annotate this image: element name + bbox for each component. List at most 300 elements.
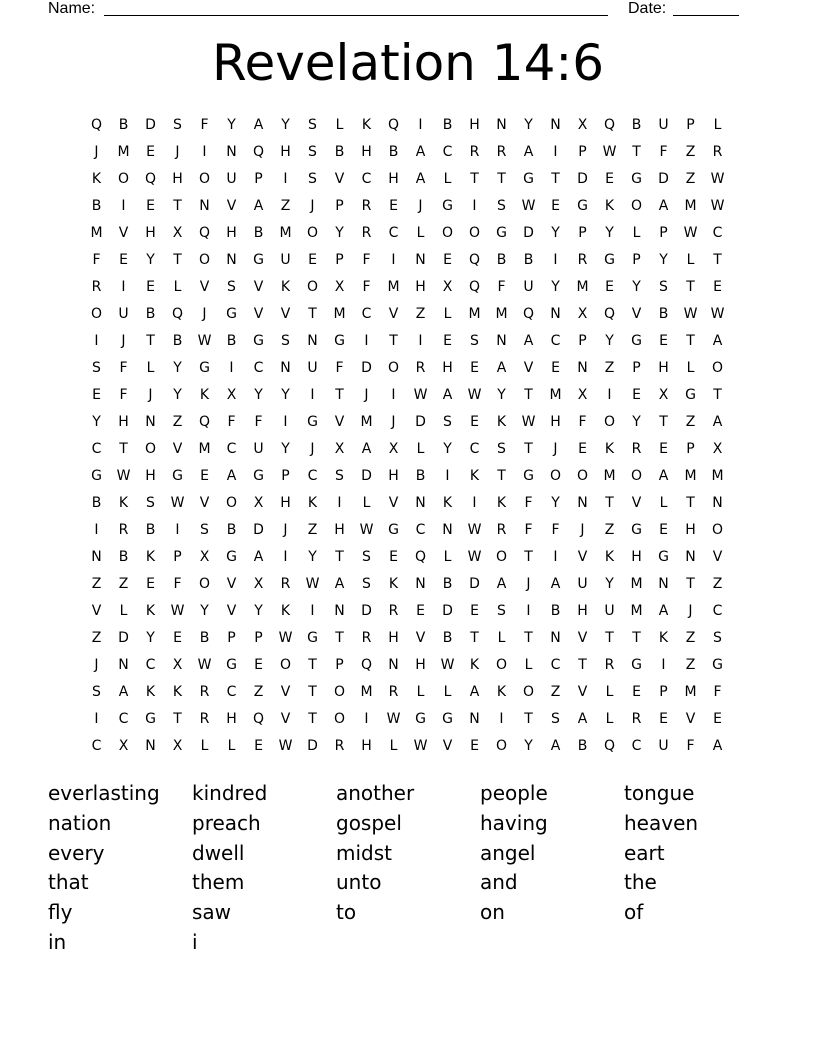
- grid-letter: K: [496, 684, 507, 700]
- grid-letter: H: [388, 171, 399, 187]
- grid-letter: K: [469, 657, 480, 673]
- grid-letter: N: [658, 576, 669, 592]
- grid-letter: M: [576, 279, 589, 295]
- grid-letter: T: [578, 657, 587, 673]
- grid-letter: G: [415, 711, 426, 727]
- grid-letter: R: [469, 144, 480, 160]
- grid-letter: L: [605, 684, 614, 700]
- grid-letter: D: [577, 171, 588, 187]
- grid-letter: G: [91, 468, 102, 484]
- grid-letter: W: [467, 387, 482, 403]
- grid-letter: Y: [632, 279, 641, 295]
- grid-letter: I: [364, 711, 369, 727]
- grid-letter: M: [630, 603, 643, 619]
- grid-letter: F: [254, 414, 263, 430]
- grid-letter: S: [335, 468, 344, 484]
- grid-letter: T: [119, 441, 128, 457]
- word-list-item: unto: [336, 870, 382, 895]
- grid-letter: H: [334, 522, 345, 538]
- grid-letter: A: [253, 198, 264, 214]
- grid-letter: Q: [360, 657, 373, 673]
- grid-letter: C: [91, 738, 102, 754]
- grid-letter: S: [497, 441, 506, 457]
- grid-letter: X: [577, 387, 588, 403]
- grid-letter: U: [577, 576, 588, 592]
- grid-letter: E: [308, 252, 317, 268]
- grid-letter: C: [388, 225, 399, 241]
- grid-letter: X: [253, 576, 264, 592]
- grid-letter: E: [632, 684, 641, 700]
- grid-letter: E: [389, 198, 398, 214]
- grid-letter: I: [283, 171, 288, 187]
- grid-letter: B: [91, 198, 102, 214]
- grid-letter: I: [94, 522, 99, 538]
- grid-letter: G: [334, 333, 345, 349]
- grid-letter: X: [577, 306, 588, 322]
- grid-letter: U: [307, 360, 318, 376]
- grid-letter: G: [442, 198, 453, 214]
- grid-letter: S: [443, 414, 452, 430]
- grid-letter: L: [659, 495, 668, 511]
- grid-letter: Z: [91, 630, 102, 646]
- word-list-item: the: [624, 870, 657, 895]
- grid-letter: N: [496, 333, 507, 349]
- grid-letter: O: [441, 225, 454, 241]
- grid-letter: V: [577, 684, 588, 700]
- grid-letter: C: [361, 171, 372, 187]
- grid-letter: N: [469, 711, 480, 727]
- grid-letter: A: [469, 684, 480, 700]
- grid-letter: O: [522, 684, 535, 700]
- grid-letter: X: [118, 738, 129, 754]
- grid-letter: R: [496, 144, 507, 160]
- grid-letter: H: [172, 171, 183, 187]
- grid-letter: N: [415, 252, 426, 268]
- grid-letter: A: [658, 603, 669, 619]
- grid-letter: I: [418, 117, 423, 133]
- grid-letter: I: [202, 144, 207, 160]
- grid-letter: E: [578, 441, 587, 457]
- grid-letter: W: [359, 522, 374, 538]
- grid-letter: X: [172, 225, 183, 241]
- grid-letter: N: [550, 630, 561, 646]
- name-label: Name:: [48, 0, 96, 17]
- grid-letter: O: [333, 711, 346, 727]
- grid-letter: X: [199, 549, 210, 565]
- grid-letter: Y: [524, 738, 533, 754]
- grid-letter: A: [415, 171, 426, 187]
- grid-letter: T: [308, 306, 317, 322]
- grid-letter: Z: [550, 684, 561, 700]
- grid-letter: N: [280, 360, 291, 376]
- grid-letter: B: [118, 117, 129, 133]
- grid-letter: K: [658, 630, 669, 646]
- grid-letter: D: [253, 522, 264, 538]
- grid-letter: M: [630, 576, 643, 592]
- grid-letter: O: [495, 738, 508, 754]
- grid-letter: V: [253, 306, 264, 322]
- grid-letter: K: [145, 549, 156, 565]
- grid-letter: Y: [281, 441, 290, 457]
- grid-letter: R: [577, 252, 588, 268]
- grid-letter: R: [361, 198, 372, 214]
- grid-letter: J: [94, 144, 99, 160]
- grid-letter: L: [713, 117, 722, 133]
- grid-letter: E: [659, 441, 668, 457]
- grid-letter: E: [92, 387, 101, 403]
- grid-letter: B: [91, 495, 102, 511]
- grid-letter: D: [307, 738, 318, 754]
- grid-letter: W: [170, 603, 185, 619]
- grid-letter: M: [387, 279, 400, 295]
- grid-letter: T: [173, 711, 182, 727]
- grid-letter: L: [443, 171, 452, 187]
- grid-letter: O: [630, 198, 643, 214]
- grid-letter: T: [713, 252, 722, 268]
- grid-letter: J: [364, 387, 369, 403]
- grid-letter: K: [469, 468, 480, 484]
- grid-letter: C: [91, 441, 102, 457]
- grid-letter: O: [387, 360, 400, 376]
- grid-letter: G: [631, 522, 642, 538]
- grid-letter: W: [413, 738, 428, 754]
- grid-letter: S: [200, 522, 209, 538]
- grid-letter: V: [118, 225, 129, 241]
- grid-letter: S: [497, 603, 506, 619]
- word-list-item: nation: [48, 810, 112, 835]
- grid-letter: B: [523, 252, 534, 268]
- grid-letter: G: [523, 171, 534, 187]
- grid-letter: P: [281, 468, 290, 484]
- grid-letter: Q: [252, 144, 265, 160]
- grid-letter: T: [335, 630, 344, 646]
- grid-letter: P: [578, 144, 587, 160]
- grid-letter: B: [442, 630, 453, 646]
- grid-letter: F: [119, 360, 128, 376]
- grid-letter: E: [443, 252, 452, 268]
- grid-letter: K: [361, 117, 372, 133]
- grid-letter: I: [418, 333, 423, 349]
- grid-letter: H: [415, 657, 426, 673]
- grid-letter: E: [605, 279, 614, 295]
- date-input-line[interactable]: [673, 15, 739, 16]
- grid-letter: W: [386, 711, 401, 727]
- grid-letter: V: [577, 630, 588, 646]
- grid-letter: I: [553, 549, 558, 565]
- grid-letter: R: [118, 522, 129, 538]
- grid-letter: V: [199, 279, 210, 295]
- grid-letter: H: [280, 495, 291, 511]
- grid-letter: T: [632, 630, 641, 646]
- grid-letter: Y: [632, 414, 641, 430]
- grid-letter: E: [713, 711, 722, 727]
- grid-letter: Q: [603, 306, 616, 322]
- grid-letter: Y: [335, 225, 344, 241]
- grid-letter: G: [631, 171, 642, 187]
- grid-letter: M: [684, 468, 697, 484]
- grid-letter: Y: [173, 360, 182, 376]
- grid-letter: T: [524, 441, 533, 457]
- grid-letter: Z: [685, 630, 696, 646]
- grid-letter: V: [388, 306, 399, 322]
- grid-letter: P: [335, 657, 344, 673]
- grid-letter: M: [279, 225, 292, 241]
- grid-letter: A: [658, 468, 669, 484]
- grid-letter: A: [550, 576, 561, 592]
- grid-letter: Q: [144, 171, 157, 187]
- grid-letter: N: [550, 117, 561, 133]
- grid-letter: B: [172, 333, 183, 349]
- grid-letter: Z: [685, 657, 696, 673]
- grid-letter: O: [549, 468, 562, 484]
- grid-letter: B: [199, 630, 210, 646]
- word-list-item: on: [480, 900, 505, 925]
- grid-letter: H: [118, 414, 129, 430]
- grid-letter: I: [391, 387, 396, 403]
- grid-letter: P: [335, 252, 344, 268]
- grid-letter: K: [280, 603, 291, 619]
- grid-letter: B: [253, 225, 264, 241]
- grid-letter: V: [280, 306, 291, 322]
- grid-letter: U: [658, 738, 669, 754]
- grid-letter: E: [470, 738, 479, 754]
- grid-letter: N: [577, 495, 588, 511]
- grid-letter: Y: [308, 549, 317, 565]
- grid-letter: A: [496, 360, 507, 376]
- grid-letter: T: [686, 576, 695, 592]
- grid-letter: M: [684, 684, 697, 700]
- word-list-item: having: [480, 810, 548, 835]
- grid-letter: D: [658, 171, 669, 187]
- grid-letter: D: [118, 630, 129, 646]
- grid-letter: D: [442, 603, 453, 619]
- grid-letter: I: [607, 387, 612, 403]
- grid-letter: F: [524, 522, 533, 538]
- grid-letter: G: [253, 252, 264, 268]
- grid-letter: X: [334, 441, 345, 457]
- grid-letter: C: [361, 306, 372, 322]
- grid-letter: L: [443, 549, 452, 565]
- grid-letter: W: [683, 225, 698, 241]
- grid-letter: D: [523, 225, 534, 241]
- grid-letter: J: [553, 441, 558, 457]
- grid-letter: A: [415, 144, 426, 160]
- grid-letter: V: [577, 549, 588, 565]
- grid-letter: W: [278, 630, 293, 646]
- grid-letter: B: [145, 522, 156, 538]
- grid-letter: W: [305, 576, 320, 592]
- grid-letter: J: [688, 603, 693, 619]
- grid-letter: T: [686, 333, 695, 349]
- grid-letter: B: [388, 144, 399, 160]
- grid-letter: N: [145, 738, 156, 754]
- grid-letter: S: [470, 333, 479, 349]
- grid-letter: K: [145, 684, 156, 700]
- grid-letter: F: [686, 738, 695, 754]
- grid-letter: H: [226, 225, 237, 241]
- grid-letter: S: [227, 279, 236, 295]
- grid-letter: A: [523, 144, 534, 160]
- grid-letter: C: [118, 711, 129, 727]
- grid-letter: R: [361, 630, 372, 646]
- grid-letter: G: [199, 360, 210, 376]
- grid-letter: B: [496, 252, 507, 268]
- grid-letter: I: [283, 414, 288, 430]
- grid-letter: L: [497, 630, 506, 646]
- grid-letter: C: [550, 657, 561, 673]
- grid-letter: P: [632, 252, 641, 268]
- grid-letter: V: [172, 441, 183, 457]
- grid-letter: R: [280, 576, 291, 592]
- grid-letter: X: [226, 387, 237, 403]
- grid-letter: T: [173, 198, 182, 214]
- grid-letter: R: [199, 684, 210, 700]
- grid-letter: G: [226, 306, 237, 322]
- grid-letter: E: [173, 630, 182, 646]
- grid-letter: W: [440, 657, 455, 673]
- grid-letter: C: [550, 333, 561, 349]
- grid-letter: Q: [198, 414, 211, 430]
- grid-letter: L: [416, 684, 425, 700]
- grid-letter: T: [632, 144, 641, 160]
- grid-letter: T: [551, 171, 560, 187]
- grid-letter: I: [175, 522, 180, 538]
- grid-letter: U: [226, 171, 237, 187]
- grid-letter: H: [388, 468, 399, 484]
- grid-letter: K: [199, 387, 210, 403]
- word-list-item: every: [48, 840, 105, 865]
- grid-letter: J: [418, 198, 423, 214]
- word-list-item: gospel: [336, 810, 402, 835]
- grid-letter: O: [90, 306, 103, 322]
- grid-letter: B: [442, 117, 453, 133]
- grid-letter: E: [200, 468, 209, 484]
- grid-letter: R: [91, 279, 102, 295]
- grid-letter: M: [468, 306, 481, 322]
- grid-letter: M: [360, 414, 373, 430]
- grid-letter: S: [362, 549, 371, 565]
- grid-letter: J: [526, 576, 531, 592]
- grid-letter: J: [148, 387, 153, 403]
- grid-letter: E: [470, 414, 479, 430]
- grid-letter: X: [712, 441, 723, 457]
- grid-letter: I: [391, 252, 396, 268]
- grid-letter: R: [496, 522, 507, 538]
- grid-letter: C: [253, 360, 264, 376]
- grid-letter: A: [523, 333, 534, 349]
- grid-letter: G: [253, 333, 264, 349]
- grid-letter: O: [144, 441, 157, 457]
- grid-letter: L: [686, 252, 695, 268]
- grid-letter: R: [631, 441, 642, 457]
- grid-letter: W: [197, 657, 212, 673]
- grid-letter: Y: [605, 225, 614, 241]
- grid-letter: L: [173, 279, 182, 295]
- word-list-item: kindred: [192, 781, 268, 805]
- grid-letter: L: [632, 225, 641, 241]
- grid-letter: T: [308, 684, 317, 700]
- grid-letter: S: [92, 684, 101, 700]
- grid-letter: R: [631, 711, 642, 727]
- name-input-line[interactable]: [104, 15, 608, 16]
- grid-letter: X: [253, 495, 264, 511]
- grid-letter: N: [226, 144, 237, 160]
- grid-letter: N: [334, 603, 345, 619]
- grid-letter: L: [227, 738, 236, 754]
- grid-letter: H: [442, 360, 453, 376]
- grid-letter: J: [310, 198, 315, 214]
- grid-letter: B: [658, 306, 669, 322]
- grid-letter: T: [308, 711, 317, 727]
- grid-letter: S: [362, 576, 371, 592]
- grid-letter: H: [226, 711, 237, 727]
- grid-letter: I: [472, 198, 477, 214]
- grid-letter: W: [467, 522, 482, 538]
- grid-letter: E: [659, 333, 668, 349]
- grid-letter: Y: [92, 414, 101, 430]
- grid-letter: E: [254, 657, 263, 673]
- grid-letter: G: [442, 711, 453, 727]
- grid-letter: A: [496, 576, 507, 592]
- grid-letter: K: [388, 576, 399, 592]
- grid-letter: X: [442, 279, 453, 295]
- grid-letter: V: [685, 711, 696, 727]
- grid-letter: W: [710, 198, 725, 214]
- grid-letter: H: [145, 225, 156, 241]
- grid-letter: E: [416, 603, 425, 619]
- grid-letter: T: [524, 549, 533, 565]
- word-list: [48, 779, 768, 958]
- grid-letter: I: [94, 333, 99, 349]
- grid-letter: E: [605, 171, 614, 187]
- word-list-item: people: [480, 781, 548, 805]
- grid-letter: Q: [603, 117, 616, 133]
- grid-letter: T: [524, 387, 533, 403]
- grid-letter: F: [362, 279, 371, 295]
- grid-letter: Q: [414, 549, 427, 565]
- grid-letter: V: [415, 630, 426, 646]
- word-list-item: them: [192, 870, 245, 895]
- grid-letter: L: [146, 360, 155, 376]
- grid-letter: T: [605, 495, 614, 511]
- grid-letter: Y: [551, 495, 560, 511]
- grid-letter: F: [362, 252, 371, 268]
- grid-letter: V: [280, 711, 291, 727]
- grid-letter: W: [710, 171, 725, 187]
- grid-letter: C: [631, 738, 642, 754]
- word-list-item: everlasting: [48, 781, 160, 805]
- grid-letter: G: [712, 657, 723, 673]
- grid-letter: L: [524, 657, 533, 673]
- grid-letter: G: [172, 468, 183, 484]
- grid-letter: V: [226, 198, 237, 214]
- grid-letter: O: [306, 225, 319, 241]
- grid-letter: E: [713, 279, 722, 295]
- grid-letter: Q: [387, 117, 400, 133]
- grid-letter: Y: [146, 630, 155, 646]
- grid-letter: Y: [659, 252, 668, 268]
- grid-letter: A: [712, 333, 723, 349]
- grid-letter: E: [470, 603, 479, 619]
- grid-letter: N: [415, 495, 426, 511]
- grid-letter: F: [119, 387, 128, 403]
- grid-letter: S: [497, 198, 506, 214]
- grid-letter: T: [686, 495, 695, 511]
- grid-letter: F: [713, 684, 722, 700]
- grid-letter: Q: [252, 711, 265, 727]
- grid-letter: K: [172, 684, 183, 700]
- page-title: Revelation 14:6: [211, 34, 605, 92]
